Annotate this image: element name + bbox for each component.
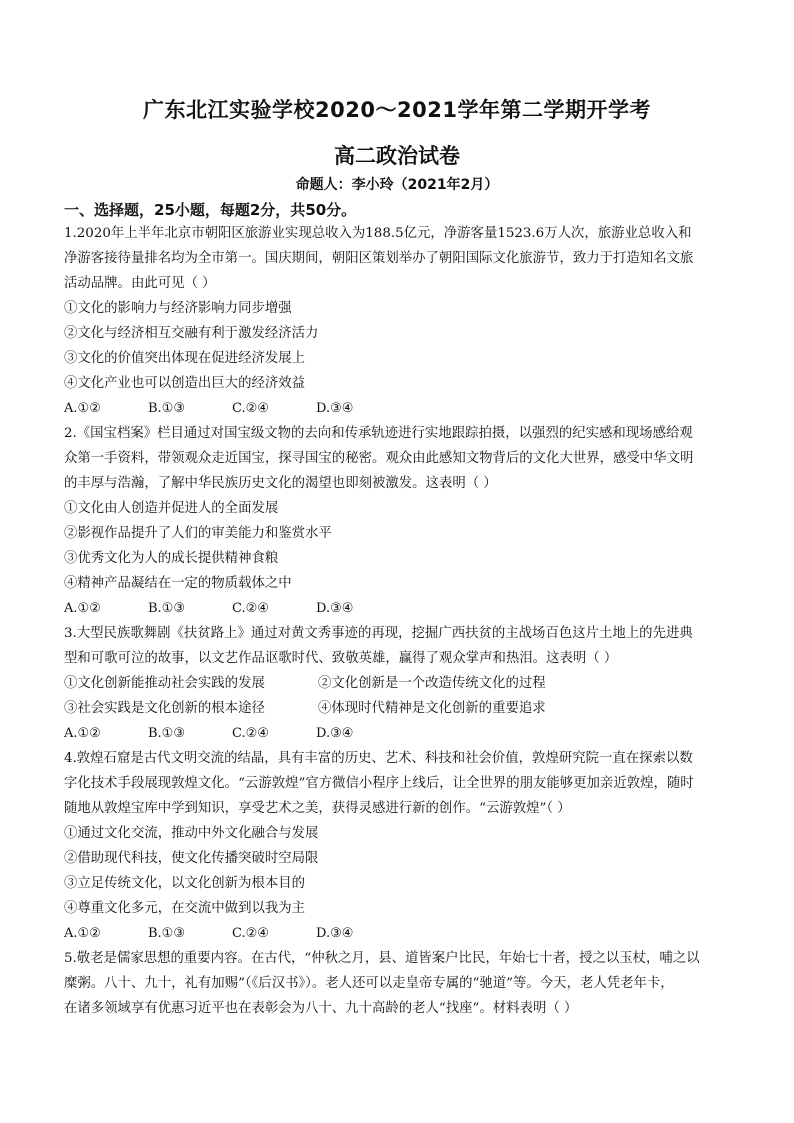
stem-line: 在诸多领域享有优惠习近平也在表彰会为八十、九十高龄的老人“找座”。材料表明（ ） (64, 1001, 578, 1016)
option-line: ②借助现代科技，使文化传播突破时空局限 (64, 851, 319, 866)
answer-choice: D.③④ (316, 601, 354, 616)
stem-line: 5.敬老是儒家思想的重要内容。在古代，“仲秋之月，县、道皆案户比民，年始七十者，授之以玉杖，哺之以 (64, 951, 700, 966)
answer-choice: A.①② (64, 601, 101, 616)
option-line: ②影视作品提升了人们的审美能力和鉴赏水平 (64, 526, 332, 541)
option-line: ④精神产品凝结在一定的物质载体之中 (64, 576, 292, 591)
option-line: ④尊重文化多元，在交流中做到以我为主 (64, 901, 306, 916)
question-1-stem (64, 221, 734, 296)
answer-choice: C.②④ (232, 401, 269, 416)
answer-choice: A.①② (64, 926, 101, 941)
option-line: ①文化的影响力与经济影响力同步增强 (64, 301, 292, 316)
stem-line: 3.大型民族歌舞剧《扶贫路上》通过对黄文秀事迹的再现，挖掘广西扶贫的主战场百色这片土地上的先进典 (64, 626, 693, 641)
stem-line: 活动品牌。由此可见（ ） (64, 276, 216, 291)
stem-line: 型和可歌可泣的故事，以文艺作品讴歌时代、致敬英雄，赢得了观众掌声和热泪。这表明（ ） (64, 651, 618, 666)
stem-line: 众第一手资料，带领观众走近国宝，探寻国宝的秘密。观众由此感知文物背后的文化大世界，感受中华文明 (64, 451, 694, 466)
question-4-stem (64, 746, 734, 821)
author-line: 命题人：李小玲（2021年2月） (295, 177, 499, 193)
stem-line: 字化技术手段展现敦煌文化。“云游敦煌”官方微信小程序上线后，让全世界的朋友能够更加亲近敦煌，随时 (64, 776, 694, 791)
answer-choice: C.②④ (232, 926, 269, 941)
stem-line: 1.2020年上半年北京市朝阳区旅游业实现总收入为188.5亿元，净游客量1523.6万人次，旅游业总收入和 (64, 226, 692, 241)
stem-line: 2.《国宝档案》栏目通过对国宝级文物的去向和传承轨迹进行实地跟踪拍摄，以强烈的纪实感和现场感给观 (64, 426, 693, 441)
option-line: ②文化创新是一个改造传统文化的过程 (318, 676, 546, 691)
answer-choice: C.②④ (232, 601, 269, 616)
answer-choice: D.③④ (316, 401, 354, 416)
option-line: ③文化的价值突出体现在促进经济发展上 (64, 351, 306, 366)
answer-choices (64, 721, 400, 746)
stem-line: 4.敦煌石窟是古代文明交流的结晶，具有丰富的历史、艺术、科技和社会价值，敦煌研究院一直在探索以数 (64, 751, 693, 766)
option-line: ④文化产业也可以创造出巨大的经济效益 (64, 376, 306, 391)
answer-choice: A.①② (64, 726, 101, 741)
answer-choice: B.①③ (148, 401, 185, 416)
answer-choice: A.①② (64, 401, 101, 416)
answer-choice: B.①③ (148, 726, 185, 741)
stem-line: 的丰厚与浩瀚，了解中华民族历史文化的渴望也即刻被激发。这表明（ ） (64, 476, 497, 491)
exam-subtitle: 高二政治试卷 (334, 144, 460, 168)
answer-choice: C.②④ (232, 726, 269, 741)
stem-line: 净游客接待量排名均为全市第一。国庆期间，朝阳区策划举办了朝阳国际文化旅游节，致力于打造知名文旅 (64, 251, 694, 266)
option-line: ③优秀文化为人的成长提供精神食粮 (64, 551, 279, 566)
stem-line: 糜粥。八十、九十，礼有加赐”（《后汉书》）。老人还可以走皇帝专属的“驰道”等。今天，老人凭老年卡， (64, 976, 674, 991)
section-heading: 一、选择题，25小题，每题2分，共50分。 (64, 201, 357, 219)
answer-choices (64, 396, 400, 421)
option-line: ③立足传统文化，以文化创新为根本目的 (64, 876, 306, 891)
option-line: ④体现时代精神是文化创新的重要追求 (318, 701, 546, 716)
question-5-stem (64, 946, 734, 1021)
option-line: ①通过文化交流，推动中外文化融合与发展 (64, 826, 319, 841)
answer-choice: B.①③ (148, 926, 185, 941)
stem-line: 随地从敦煌宝库中学到知识，享受艺术之美，获得灵感进行新的创作。“云游敦煌”（ ） (64, 801, 571, 816)
answer-choice: D.③④ (316, 926, 354, 941)
question-2-stem (64, 421, 734, 496)
exam-title: 广东北江实验学校2020～2021学年第二学期开学考 (143, 98, 651, 122)
option-line: ②文化与经济相互交融有利于激发经济活力 (64, 326, 319, 341)
option-line: ③社会实践是文化创新的根本途径 (64, 701, 265, 716)
question-3-stem (64, 621, 734, 671)
answer-choices (64, 596, 400, 621)
answer-choice: D.③④ (316, 726, 354, 741)
option-line: ①文化由人创造并促进人的全面发展 (64, 501, 279, 516)
answer-choices (64, 921, 400, 946)
answer-choice: B.①③ (148, 601, 185, 616)
option-line: ①文化创新能推动社会实践的发展 (64, 676, 265, 691)
